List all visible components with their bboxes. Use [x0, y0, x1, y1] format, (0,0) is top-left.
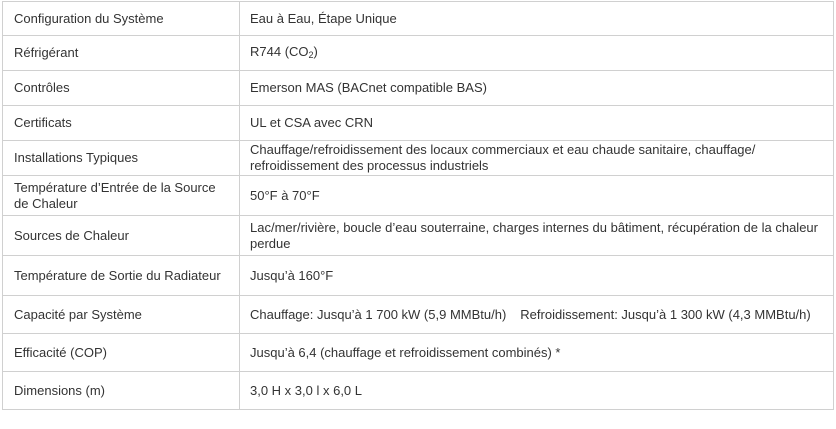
table-row — [3, 71, 834, 106]
refrigerant-prefix: R744 (CO — [250, 43, 309, 59]
spec-label: Sources de Chaleur — [3, 216, 240, 256]
table-row — [3, 176, 834, 216]
table-row — [3, 36, 834, 71]
table-row — [3, 106, 834, 141]
table-row — [3, 372, 834, 410]
spec-label: Contrôles — [3, 71, 240, 106]
spec-label: Dimensions (m) — [3, 372, 240, 410]
spec-value: 50°F à 70°F — [240, 176, 834, 216]
spec-label: Installations Typiques — [3, 141, 240, 176]
spec-value: 3,0 H x 3,0 l x 6,0 L — [240, 372, 834, 410]
refrigerant-subscript: 2 — [308, 49, 314, 60]
spec-label: Température d’Entrée de la Source de Chaleur — [3, 176, 240, 216]
specifications-table — [2, 1, 834, 410]
spec-value: Jusqu’à 6,4 (chauffage et refroidissement combinés) * — [240, 334, 834, 372]
spec-label: Certificats — [3, 106, 240, 141]
heating-capacity: Chauffage: Jusqu’à 1 700 kW (5,9 MMBtu/h) — [250, 306, 507, 322]
spec-value: Chauffage/refroidissement des locaux commerciaux et eau chaude sanitaire, chauffage/ refroidissement des processus industriels — [240, 141, 834, 176]
spec-label: Configuration du Système — [3, 2, 240, 36]
table-row — [3, 334, 834, 372]
table-row — [3, 216, 834, 256]
cooling-capacity: Refroidissement: Jusqu’à 1 300 kW (4,3 MMBtu/h) — [520, 306, 811, 322]
table-row — [3, 141, 834, 176]
spec-value — [240, 36, 834, 71]
refrigerant-suffix: ) — [313, 43, 318, 59]
spec-label: Capacité par Système — [3, 296, 240, 334]
spec-value: UL et CSA avec CRN — [240, 106, 834, 141]
spec-label: Réfrigérant — [3, 36, 240, 71]
table-row — [3, 296, 834, 334]
table-row — [3, 256, 834, 296]
spec-label: Température de Sortie du Radiateur — [3, 256, 240, 296]
spec-value: Lac/mer/rivière, boucle d’eau souterraine, charges internes du bâtiment, récupération de la chaleur perdue — [240, 216, 834, 256]
spec-value: Eau à Eau, Étape Unique — [240, 2, 834, 36]
spec-value — [240, 296, 834, 334]
spec-value: Emerson MAS (BACnet compatible BAS) — [240, 71, 834, 106]
spec-label: Efficacité (COP) — [3, 334, 240, 372]
spec-value: Jusqu’à 160°F — [240, 256, 834, 296]
table-row — [3, 2, 834, 36]
